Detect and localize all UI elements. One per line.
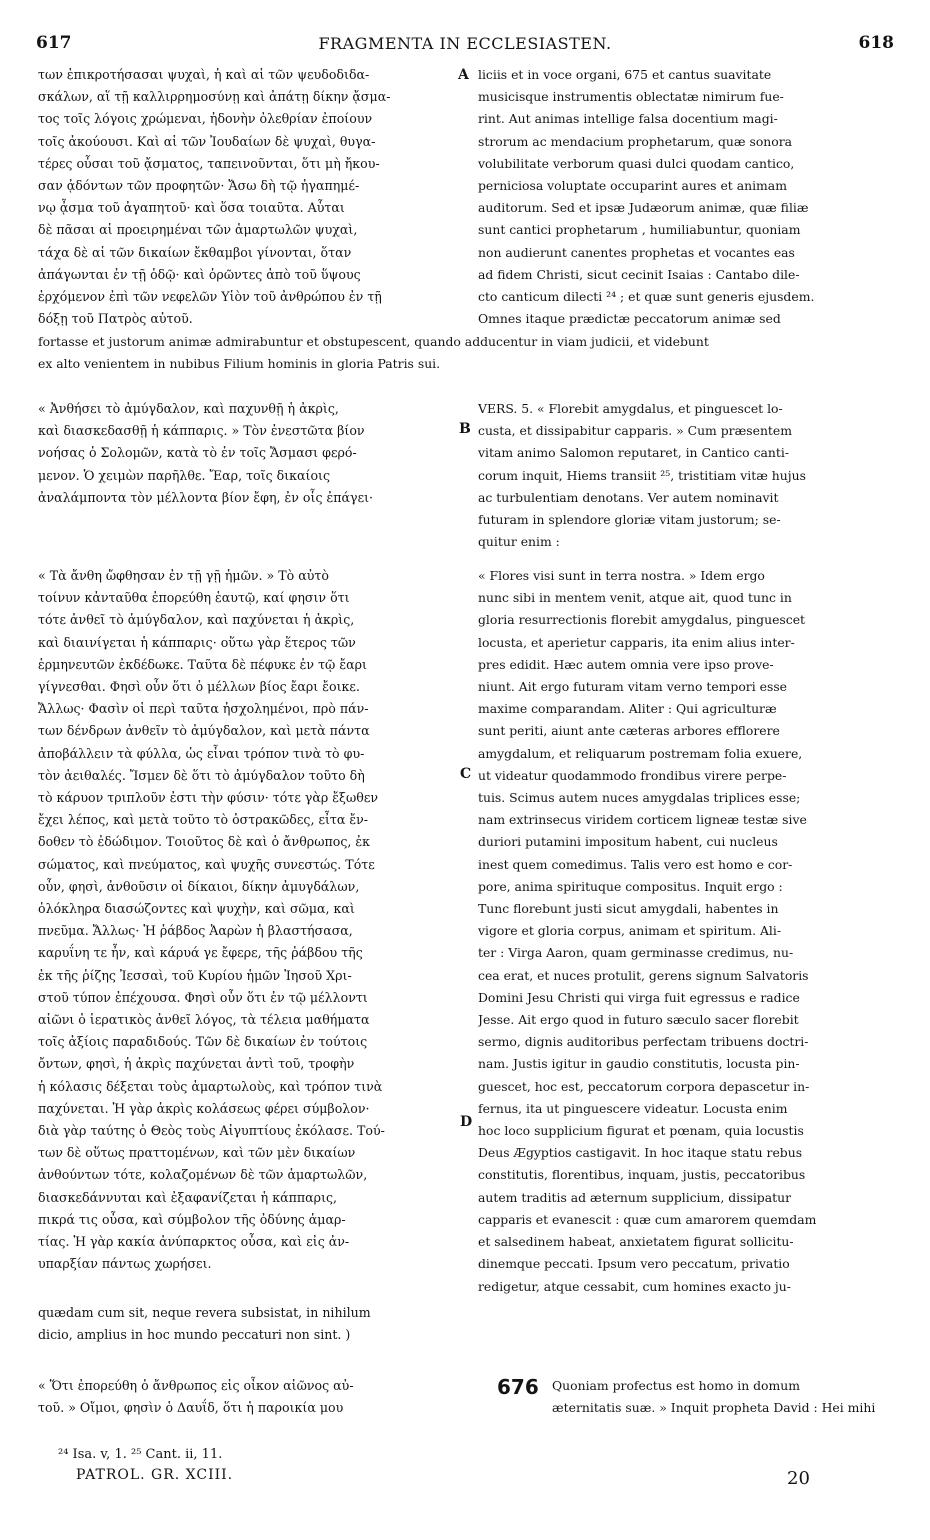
text-line: ut videatur quodammodo frondibus virere perpe- xyxy=(478,767,787,783)
text-line: τὸ κάρυον τριπλοῦν ἐστι τὴν φύσιν· τότε γὰρ ἔξωθεν xyxy=(38,790,379,806)
text-line: καὶ διαινίγεται ἡ κάππαρις· οὕτω γὰρ ἕτερος τῶν xyxy=(38,634,356,650)
running-header xyxy=(36,33,894,55)
text-line: strorum ac mendacium prophetarum, quæ sonora xyxy=(478,133,793,149)
text-line: νῳ ᾆσμα τοῦ ἀγαπητοῦ· καὶ ὅσα τοιαῦτα. Αὗται xyxy=(38,200,345,216)
text-line: τοῖς ἀκούουσι. Καὶ αἱ τῶν Ἰουδαίων δὲ ψυχαὶ, θυγα- xyxy=(38,133,376,149)
greek-column-mid xyxy=(38,398,458,509)
text-line: vigore et gloria corpus, animam et spiritum. Ali- xyxy=(478,923,782,939)
greek-column-top xyxy=(38,64,458,330)
text-line: non audierunt canentes prophetas et vocantes eas xyxy=(478,244,795,260)
full-width-paragraph-bottom xyxy=(38,1302,458,1346)
text-line: guescet, hoc est, peccatorum corpora depascetur in- xyxy=(478,1078,810,1094)
footnotes: ²⁴ Isa. v, 1. ²⁵ Cant. ii, 11. xyxy=(58,1447,223,1462)
text-line: nunc sibi in mentem venit, atque ait, quod tunc in xyxy=(478,590,792,606)
text-line: μενον. Ὁ χειμὼν παρῆλθε. Ἔαρ, τοῖς δικαίοις xyxy=(38,467,331,483)
greek-column-main xyxy=(38,565,458,1276)
text-line: ἔχει λέπος, καὶ μετὰ τοῦτο τὸ ὀστρακῶδες, εἶτα ἔν- xyxy=(38,812,369,828)
text-line: τότε ἀνθεῖ τὸ ἀμύγδαλον, καὶ παχύνεται ἡ ἀκρὶς, xyxy=(38,612,355,628)
text-line: Ἄλλως· Φασὶν οἱ περὶ ταῦτα ἠσχολημένοι, πρὸ πάν- xyxy=(38,701,369,717)
sheet-number: 20 xyxy=(787,1468,810,1489)
text-line: των δὲ οὕτως πραττομένων, καὶ τῶν μὲν δικαίων xyxy=(38,1145,356,1161)
text-line: Quoniam profectus est homo in domum xyxy=(552,1378,800,1393)
text-line: ἐρχόμενον ἐπὶ τῶν νεφελῶν Υἱὸν τοῦ ἀνθρώπου ἐν τῇ xyxy=(38,289,382,305)
text-line: ἐκ τῆς ῥίζης Ἰεσσαὶ, τοῦ Κυρίου ἡμῶν Ἰησοῦ Χρι- xyxy=(38,967,352,983)
running-title: FRAGMENTA IN ECCLESIASTEN. xyxy=(318,34,612,53)
text-line: δοθεν τὸ ἐδώδιμον. Τοιοῦτος δὲ καὶ ὁ ἄνθρωπος, ἐκ xyxy=(38,834,371,850)
text-line: ter : Virga Aaron, quam germinasse credimus, nu- xyxy=(478,945,794,961)
text-line: autem traditis ad æternum supplicium, dissipatur xyxy=(478,1189,791,1205)
margin-letter-d: D xyxy=(460,1114,473,1130)
text-line: στοῦ τύπον ἐπέχουσα. Φησὶ οὖν ὅτι ἐν τῷ μέλλοντι xyxy=(38,989,368,1005)
text-line: « Flores visi sunt in terra nostra. » Idem ergo xyxy=(478,568,765,583)
text-line: maxime comparandam. Aliter : Qui agriculturæ xyxy=(478,701,777,717)
text-line: διὰ γὰρ ταύτης ὁ Θεὸς τοὺς Αἰγυπτίους ἐκόλασε. Τού- xyxy=(38,1123,385,1139)
text-line: « Ἀνθήσει τὸ ἀμύγδαλον, καὶ παχυνθῇ ἡ ἀκρὶς, xyxy=(38,401,339,416)
text-line: tuis. Scimus autem nuces amygdalas triplices esse; xyxy=(478,790,801,806)
text-line: capparis et evanescit : quæ cum amarorem quemdam xyxy=(478,1211,817,1227)
text-line: παχύνεται. Ἡ γὰρ ἀκρὶς κολάσεως φέρει σύμβολον· xyxy=(38,1100,370,1116)
text-line: σκάλων, αἵ τῇ καλλιρρημοσύνῃ καὶ ἀπάτῃ δίκην ᾄσμα- xyxy=(38,89,391,105)
text-line: πικρά τις οὖσα, καὶ σύμβολον τῆς ὀδύνης ἁμαρ- xyxy=(38,1211,346,1227)
text-line: σαν ᾀδόντων τῶν προφητῶν· Ἄσω δὴ τῷ ἠγαπημέ- xyxy=(38,178,360,194)
page-number-left: 617 xyxy=(36,33,72,53)
text-line: ex alto venientem in nubibus Filium hominis in gloria Patris sui. xyxy=(38,355,441,371)
text-line: τάχα δὲ αἱ τῶν δικαίων ἔκθαμβοι γίνονται, ὅταν xyxy=(38,244,352,260)
text-line: locusta, et aperietur capparis, ita enim alius inter- xyxy=(478,634,795,650)
text-line: ἡ κόλασις δέξεται τοὺς ἁμαρτωλοὺς, καὶ τρόπον τινὰ xyxy=(38,1078,383,1094)
text-line: sunt cantici prophetarum , humiliabuntur, quoniam xyxy=(478,222,801,238)
text-line: τίας. Ἡ γὰρ κακία ἀνύπαρκτος οὖσα, καὶ εἰς ἀν- xyxy=(38,1234,350,1250)
text-line: οὖν, φησὶ, ἀνθοῦσιν οἱ δίκαιοι, δίκην ἀμυγδάλων, xyxy=(38,878,360,894)
text-line: Jesse. Ait ergo quod in futuro sæculo sacer florebit xyxy=(478,1012,799,1028)
text-line: ἀπάγωνται ἐν τῇ ὁδῷ· καὶ ὁρῶντες ἀπὸ τοῦ ὕψους xyxy=(38,266,361,282)
text-line: cto canticum dilecti ²⁴ ; et quæ sunt generis ejusdem. xyxy=(478,289,815,305)
text-line: σώματος, καὶ πνεύματος, καὶ ψυχῆς συνεστώς. Τότε xyxy=(38,856,375,872)
latin-column-top xyxy=(478,64,892,330)
text-line: Omnes itaque prædictæ peccatorum animæ sed xyxy=(478,311,781,327)
text-line: inest quem comedimus. Talis vero est homo e cor- xyxy=(478,856,793,872)
text-line: ὁλόκληρα διασώζοντες καὶ ψυχὴν, καὶ σῶμα, καὶ xyxy=(38,901,355,917)
page-number-right: 618 xyxy=(858,33,894,53)
text-line: VERS. 5. « Florebit amygdalus, et pinguescet lo- xyxy=(478,401,783,416)
text-line: vitam animo Salomon reputaret, in Cantico canti- xyxy=(478,445,790,461)
text-line: Tunc florebunt justi sicut amygdali, habentes in xyxy=(478,901,779,917)
text-line: quædam cum sit, neque revera subsistat, in nihilum xyxy=(38,1305,371,1320)
text-line: γίγνεσθαι. Φησὶ οὖν ὅτι ὁ μέλλων βίος ἔαρι ἔοικε. xyxy=(38,679,360,695)
text-line: musicisque instrumentis oblectatæ nimirum fue- xyxy=(478,89,784,105)
text-line: των ἐπικροτήσασαι ψυχαὶ, ἡ καὶ αἱ τῶν ψευδοδιδα- xyxy=(38,67,370,82)
column-number-676: 676 xyxy=(497,1375,539,1399)
text-line: αἰῶνι ὁ ἱερατικὸς ἀνθεῖ λόγος, τὰ τέλεια μαθήματα xyxy=(38,1012,370,1028)
text-line: ac turbulentiam denotans. Ver autem nominavit xyxy=(478,489,779,505)
text-line: « Τὰ ἄνθη ὤφθησαν ἐν τῇ γῇ ἡμῶν. » Τὸ αὐτὸ xyxy=(38,568,329,583)
text-line: ἀποβάλλειν τὰ φύλλα, ὡς εἶναι τρόπον τινὰ τὸ φυ- xyxy=(38,745,365,761)
text-line: τέρες οὖσαι τοῦ ᾄσματος, ταπεινοῦνται, ὅτι μὴ ἤκου- xyxy=(38,155,380,171)
text-line: quitur enim : xyxy=(478,534,560,550)
latin-column-mid xyxy=(478,398,892,553)
text-line: ἑρμηνευτῶν ἐκδέδωκε. Ταῦτα δὲ πέφυκε ἐν τῷ ἔαρι xyxy=(38,656,367,672)
text-line: niunt. Ait ergo futuram vitam verno tempori esse xyxy=(478,679,788,695)
text-line: ad fidem Christi, sicut cecinit Isaias : Cantabo dile- xyxy=(478,266,800,282)
text-line: ἀνθούντων τότε, κολαζομένων δὲ τῶν ἁμαρτωλῶν, xyxy=(38,1167,368,1183)
margin-letter-c: C xyxy=(460,766,472,782)
text-line: τοῦ. » Οἴμοι, φησὶν ὁ Δαυΐδ, ὅτι ἡ παροικία μου xyxy=(38,1400,344,1416)
margin-letter-a: A xyxy=(458,67,469,83)
text-line: τος τοῖς λόγοις χρώμεναι, ἡδονὴν ὀλεθρίαν ἐποίουν xyxy=(38,111,373,127)
text-line: cea erat, et nuces protulit, gerens signum Salvatoris xyxy=(478,967,809,983)
full-width-paragraph-top xyxy=(38,331,892,374)
text-line: custa, et dissipabitur capparis. » Cum præsentem xyxy=(478,423,792,439)
text-line: corum inquit, Hiems transiit ²⁵, tristitiam vitæ hujus xyxy=(478,467,806,483)
text-line: καὶ διασκεδασθῇ ἡ κάππαρις. » Τὸν ἐνεστῶτα βίον xyxy=(38,423,365,439)
text-line: hoc loco supplicium figurat et pœnam, quia locustis xyxy=(478,1123,804,1139)
text-line: duriori putamini impositum habent, cui nucleus xyxy=(478,834,778,850)
text-line: constitutis, florentibus, inquam, justis, peccatoribus xyxy=(478,1167,806,1183)
text-line: δὲ πᾶσαι αἱ προειρημέναι τῶν ἁμαρτωλῶν ψυχαὶ, xyxy=(38,222,358,238)
text-line: νοήσας ὁ Σολομῶν, κατὰ τὸ ἐν τοῖς Ἄσμασι φερό- xyxy=(38,445,357,461)
text-line: fernus, ita ut pinguescere videatur. Locusta enim xyxy=(478,1100,788,1116)
text-line: καρυΐνη τε ἦν, καὶ κάρυά γε ἔφερε, τῆς ῥάβδου τῆς xyxy=(38,945,363,961)
text-line: et salsedinem habeat, anxietatem figurat sollicitu- xyxy=(478,1234,794,1250)
text-line: Domini Jesu Christi qui virga fuit egressus e radice xyxy=(478,989,800,1005)
text-line: pres edidit. Hæc autem omnia vere ipso prove- xyxy=(478,656,774,672)
text-line: των δένδρων ἀνθεῖν τὸ ἀμύγδαλον, καὶ μετὰ πάντα xyxy=(38,723,370,739)
text-line: πνεῦμα. Ἄλλως· Ἡ ῥάβδος Ἀαρὼν ἡ βλαστήσασα, xyxy=(38,923,353,939)
text-line: ὄντων, φησὶ, ἡ ἀκρὶς παχύνεται ἀντὶ τοῦ, τροφὴν xyxy=(38,1056,355,1072)
text-line: ἀναλάμποντα τὸν μέλλοντα βίον ἔφη, ἐν οἷς ἐπάγει· xyxy=(38,489,374,505)
text-line: auditorum. Sed et ipsæ Judæorum animæ, quæ filiæ xyxy=(478,200,809,216)
printer-signature: PATROL. GR. XCIII. xyxy=(76,1467,234,1483)
text-line: fortasse et justorum animæ admirabuntur et obstupescent, quando adducentur in viam judicii, et videbunt xyxy=(38,334,709,349)
text-line: æternitatis suæ. » Inquit propheta David : Hei mihi xyxy=(552,1400,876,1416)
text-line: τοῖς ἀξίοις παραδιδούς. Τῶν δὲ δικαίων ἐν τούτοις xyxy=(38,1034,368,1050)
text-line: nam extrinsecus viridem corticem ligneæ testæ sive xyxy=(478,812,807,828)
margin-letter-b: B xyxy=(459,421,471,437)
text-line: pore, anima spirituque compositus. Inquit ergo : xyxy=(478,878,783,894)
text-line: τοίνυν κἀνταῦθα ἐπορεύθη ἑαυτῷ, καί φησιν ὅτι xyxy=(38,590,350,606)
latin-column-main xyxy=(478,565,892,1298)
text-line: dicio, amplius in hoc mundo peccaturi non sint. ) xyxy=(38,1327,351,1343)
text-line: « Ὅτι ἐπορεύθη ὁ ἄνθρωπος εἰς οἶκον αἰῶνος αὐ- xyxy=(38,1378,354,1393)
text-line: futuram in splendore gloriæ vitam justorum; se- xyxy=(478,512,781,528)
text-line: liciis et in voce organi, 675 et cantus suavitate xyxy=(478,67,772,82)
text-line: διασκεδάννυται καὶ ἐξαφανίζεται ἡ κάππαρις, xyxy=(38,1189,338,1205)
text-line: dinemque peccati. Ipsum vero peccatum, privatio xyxy=(478,1256,790,1272)
greek-column-bottom xyxy=(38,1375,458,1419)
text-line: sermo, dignis auditoribus perfectam tribuens doctri- xyxy=(478,1034,809,1050)
text-line: redigetur, atque cessabit, cum homines exacto ju- xyxy=(478,1278,791,1294)
text-line: nam. Justis igitur in gaudio constitutis, locusta pin- xyxy=(478,1056,800,1072)
text-line: perniciosa voluptate occuparint aures et animam xyxy=(478,178,787,194)
text-line: δόξῃ τοῦ Πατρὸς αὐτοῦ. xyxy=(38,311,193,327)
text-line: υπαρξίαν πάντως χωρήσει. xyxy=(38,1256,212,1272)
text-line: volubilitate verborum quasi dulci quodam cantico, xyxy=(478,155,795,171)
text-line: amygdalum, et reliquarum postremam folia exuere, xyxy=(478,745,803,761)
text-line: sunt periti, aiunt ante cæteras arbores efflorere xyxy=(478,723,780,739)
text-line: rint. Aut animas intellige falsa docentium magi- xyxy=(478,111,778,127)
text-line: τὸν ἀειθαλές. Ἴσμεν δὲ ὅτι τὸ ἀμύγδαλον τοῦτο δὴ xyxy=(38,767,365,783)
text-line: gloria resurrectionis florebit amygdalus, pinguescet xyxy=(478,612,806,628)
text-line: Deus Ægyptios castigavit. In hoc itaque statu rebus xyxy=(478,1145,803,1161)
latin-column-bottom xyxy=(552,1375,892,1419)
